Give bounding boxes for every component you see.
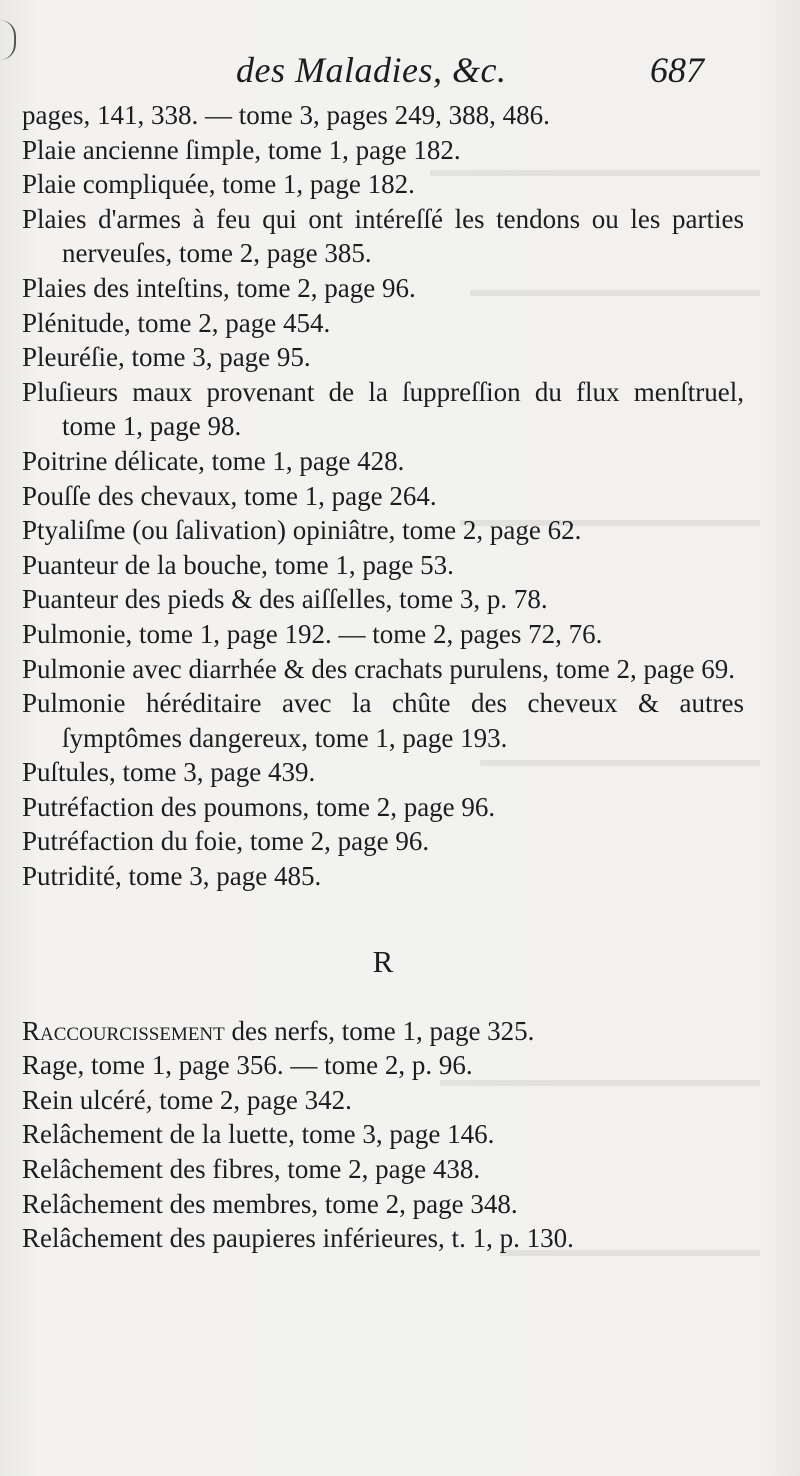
entries-p — [22, 98, 744, 894]
index-entry: Ptyaliſme (ou ſalivation) opiniâtre, tome 2, page 62. — [22, 515, 582, 546]
page-header — [0, 48, 800, 98]
index-entry: Pleuréſie, tome 3, page 95. — [22, 342, 311, 373]
index-entry: Putridité, tome 3, page 485. — [22, 861, 322, 892]
running-title: des Maladies, &c. — [236, 50, 507, 90]
entries-r — [22, 1014, 744, 1256]
index-entry: Pulmonie héréditaire avec la chûte des cheveux & autres ſymptômes dangereux, tome 1, page 193. — [22, 688, 744, 753]
index-entry: Plaies des inteſtins, tome 2, page 96. — [22, 272, 416, 303]
index-body — [22, 98, 744, 1256]
index-entry: Pluſieurs maux provenant de la ſuppreſſion du flux menſtruel, tome 1, page 98. — [22, 376, 744, 442]
index-entry: pages, 141, 338. — tome 3, pages 249, 388, 486. — [22, 100, 550, 130]
index-entry: Plaie ancienne ſimple, tome 1, page 182. — [22, 134, 461, 165]
section-letter: R — [372, 943, 394, 979]
index-entry: Relâchement de la luette, tome 3, page 146. — [22, 1119, 495, 1150]
entry-rest: des nerfs, tome 1, page 325. — [224, 1015, 535, 1046]
entry-lead-word: Raccourcissement — [22, 1015, 225, 1046]
index-entry: Relâchement des membres, tome 2, page 348. — [22, 1188, 518, 1219]
index-entry: Puanteur de la bouche, tome 1, page 53. — [22, 549, 454, 580]
index-entry: Pouſſe des chevaux, tome 1, page 264. — [22, 480, 437, 511]
index-entry: Poitrine délicate, tome 1, page 428. — [22, 445, 405, 476]
index-entry: Relâchement des fibres, tome 2, page 438. — [22, 1154, 481, 1185]
index-entry: Putréfaction du foie, tome 2, page 96. — [22, 826, 430, 857]
index-entry: Plaies d'armes à feu qui ont intéreſſé les tendons ou les parties nerveuſes, tome 2, page 385. — [22, 203, 744, 269]
index-entry: Puſtules, tome 3, page 439. — [22, 757, 316, 788]
index-entry: Plaie compliquée, tome 1, page 182. — [22, 169, 415, 200]
index-entry: Relâchement des paupieres inférieures, t. 1, p. 130. — [22, 1223, 574, 1254]
index-entry: Putréfaction des poumons, tome 2, page 96. — [22, 791, 496, 822]
index-entry-first — [22, 1014, 744, 1049]
index-entry: Rage, tome 1, page 356. — tome 2, p. 96. — [22, 1050, 473, 1081]
index-entry: Pulmonie avec diarrhée & des crachats purulens, tome 2, page 69. — [22, 653, 736, 684]
index-entry: Puanteur des pieds & des aiſſelles, tome 3, p. 78. — [22, 584, 548, 615]
page-number: 687 — [650, 50, 704, 90]
index-entry: Pulmonie, tome 1, page 192. — tome 2, pages 72, 76. — [22, 618, 603, 649]
index-entry: Rein ulcéré, tome 2, page 342. — [22, 1084, 352, 1115]
index-entry: Plénitude, tome 2, page 454. — [22, 307, 331, 338]
